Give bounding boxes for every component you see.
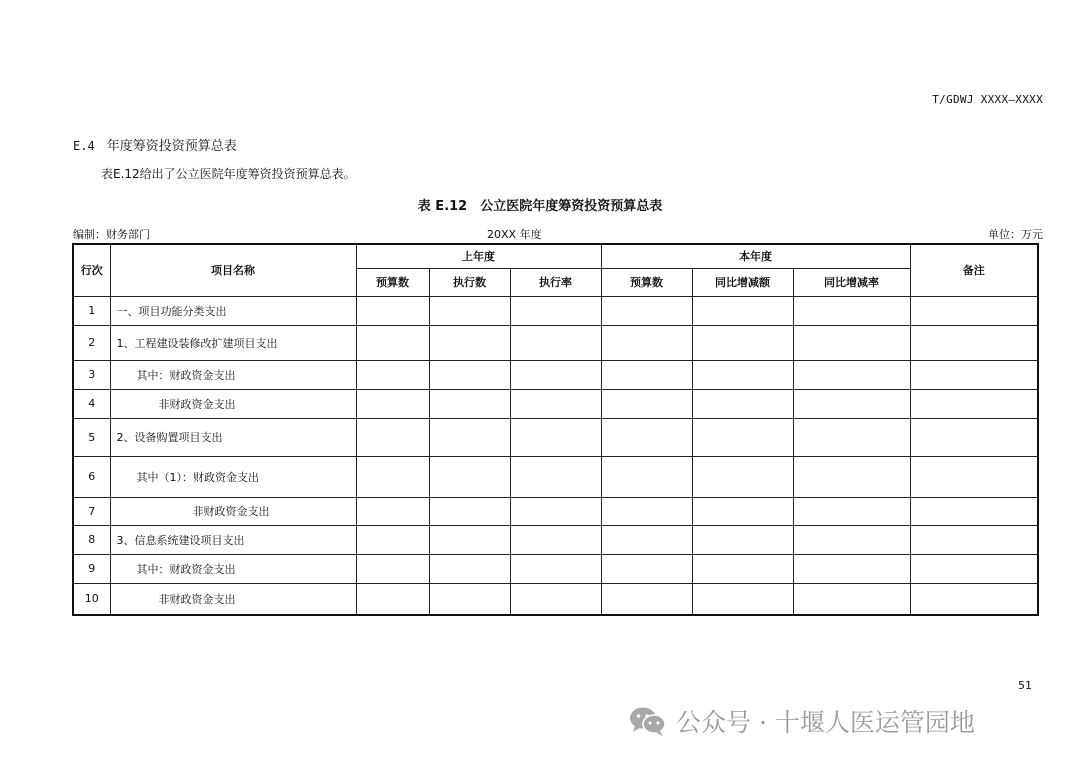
cell [692, 554, 793, 583]
cell [793, 525, 910, 554]
row-item-name: 非财政资金支出 [110, 583, 356, 615]
cell [793, 360, 910, 389]
cell [429, 525, 510, 554]
cell [510, 325, 601, 360]
table-row [73, 456, 1038, 497]
cell [692, 325, 793, 360]
header-remarks: 备注 [910, 244, 1038, 296]
cell [910, 418, 1038, 456]
cell [356, 497, 429, 525]
cell [793, 456, 910, 497]
cell [429, 360, 510, 389]
cell [692, 456, 793, 497]
cell [510, 583, 601, 615]
row-item-name: 一、项目功能分类支出 [110, 296, 356, 325]
header-prev-year: 上年度 [356, 244, 601, 268]
row-item-name: 非财政资金支出 [110, 389, 356, 418]
document-code: T/GDWJ XXXX—XXXX [932, 93, 1043, 106]
table-title: 表 E.12 公立医院年度筹资投资预算总表 [417, 199, 663, 214]
section-number: E.4 [73, 139, 95, 153]
cell [793, 389, 910, 418]
row-number: 7 [73, 497, 110, 525]
cell [356, 525, 429, 554]
cell [601, 389, 692, 418]
cell [910, 296, 1038, 325]
cell [510, 418, 601, 456]
row-item-name: 1、工程建设装修改扩建项目支出 [110, 325, 356, 360]
cell [601, 525, 692, 554]
cell [793, 583, 910, 615]
cell [356, 296, 429, 325]
cell [910, 456, 1038, 497]
cell [356, 554, 429, 583]
cell [356, 583, 429, 615]
cell [692, 360, 793, 389]
cell [356, 360, 429, 389]
cell [601, 418, 692, 456]
header-this-yoy-rate: 同比增减率 [793, 268, 910, 296]
cell [601, 554, 692, 583]
row-number: 3 [73, 360, 110, 389]
cell [910, 583, 1038, 615]
cell [356, 456, 429, 497]
cell [510, 296, 601, 325]
cell [793, 418, 910, 456]
section-title: 年度筹资投资预算总表 [106, 139, 237, 154]
compiler-label: 编制：财务部门 [73, 228, 150, 241]
section-heading [73, 135, 237, 154]
row-number: 1 [73, 296, 110, 325]
cell [601, 583, 692, 615]
cell [429, 418, 510, 456]
row-number: 2 [73, 325, 110, 360]
table-row [73, 525, 1038, 554]
table-row [73, 497, 1038, 525]
row-item-name: 2、设备购置项目支出 [110, 418, 356, 456]
row-number: 6 [73, 456, 110, 497]
cell [692, 296, 793, 325]
cell [692, 525, 793, 554]
header-row-1 [73, 244, 1038, 268]
cell [510, 360, 601, 389]
row-number: 5 [73, 418, 110, 456]
row-item-name: 其中（1）：财政资金支出 [110, 456, 356, 497]
cell [793, 554, 910, 583]
row-number: 4 [73, 389, 110, 418]
table-row [73, 389, 1038, 418]
cell [793, 325, 910, 360]
header-this-budget: 预算数 [601, 268, 692, 296]
row-item-name: 其中：财政资金支出 [110, 360, 356, 389]
cell [429, 389, 510, 418]
cell [510, 525, 601, 554]
cell [356, 325, 429, 360]
cell [601, 497, 692, 525]
cell [429, 497, 510, 525]
cell [510, 554, 601, 583]
cell [692, 583, 793, 615]
cell [510, 389, 601, 418]
row-number: 8 [73, 525, 110, 554]
cell [429, 325, 510, 360]
unit-label: 单位：万元 [988, 228, 1043, 241]
header-row-no: 行次 [73, 244, 110, 296]
cell [793, 296, 910, 325]
table-row [73, 583, 1038, 615]
intro-paragraph: 表E.12给出了公立医院年度筹资投资预算总表。 [101, 167, 356, 181]
watermark-text: 公众号 · 十堰人医运管园地 [676, 708, 975, 737]
cell [510, 497, 601, 525]
table-row [73, 325, 1038, 360]
row-item-name: 其中：财政资金支出 [110, 554, 356, 583]
cell [910, 389, 1038, 418]
cell [692, 497, 793, 525]
table-row [73, 554, 1038, 583]
cell [910, 554, 1038, 583]
row-item-name: 非财政资金支出 [110, 497, 356, 525]
cell [910, 360, 1038, 389]
cell [601, 325, 692, 360]
row-item-name: 3、信息系统建设项目支出 [110, 525, 356, 554]
cell [601, 456, 692, 497]
cell [429, 456, 510, 497]
header-prev-executed: 执行数 [429, 268, 510, 296]
year-label: 20XX 年度 [487, 228, 542, 241]
cell [601, 360, 692, 389]
cell [910, 525, 1038, 554]
budget-table [72, 243, 1039, 616]
cell [356, 418, 429, 456]
row-number: 10 [73, 583, 110, 615]
cell [692, 389, 793, 418]
table-row [73, 360, 1038, 389]
table-row [73, 418, 1038, 456]
table-row [73, 296, 1038, 325]
cell [356, 389, 429, 418]
header-prev-budget: 预算数 [356, 268, 429, 296]
row-number: 9 [73, 554, 110, 583]
cell [793, 497, 910, 525]
wechat-icon [628, 705, 668, 737]
cell [692, 418, 793, 456]
header-this-year: 本年度 [601, 244, 910, 268]
cell [910, 325, 1038, 360]
watermark [628, 703, 975, 739]
header-prev-exec-rate: 执行率 [510, 268, 601, 296]
header-item-name: 项目名称 [110, 244, 356, 296]
header-this-yoy-amount: 同比增减额 [692, 268, 793, 296]
cell [429, 296, 510, 325]
cell [601, 296, 692, 325]
page-number: 51 [1018, 679, 1032, 692]
cell [429, 554, 510, 583]
table-meta-row [73, 226, 1043, 242]
cell [510, 456, 601, 497]
cell [910, 497, 1038, 525]
cell [429, 583, 510, 615]
